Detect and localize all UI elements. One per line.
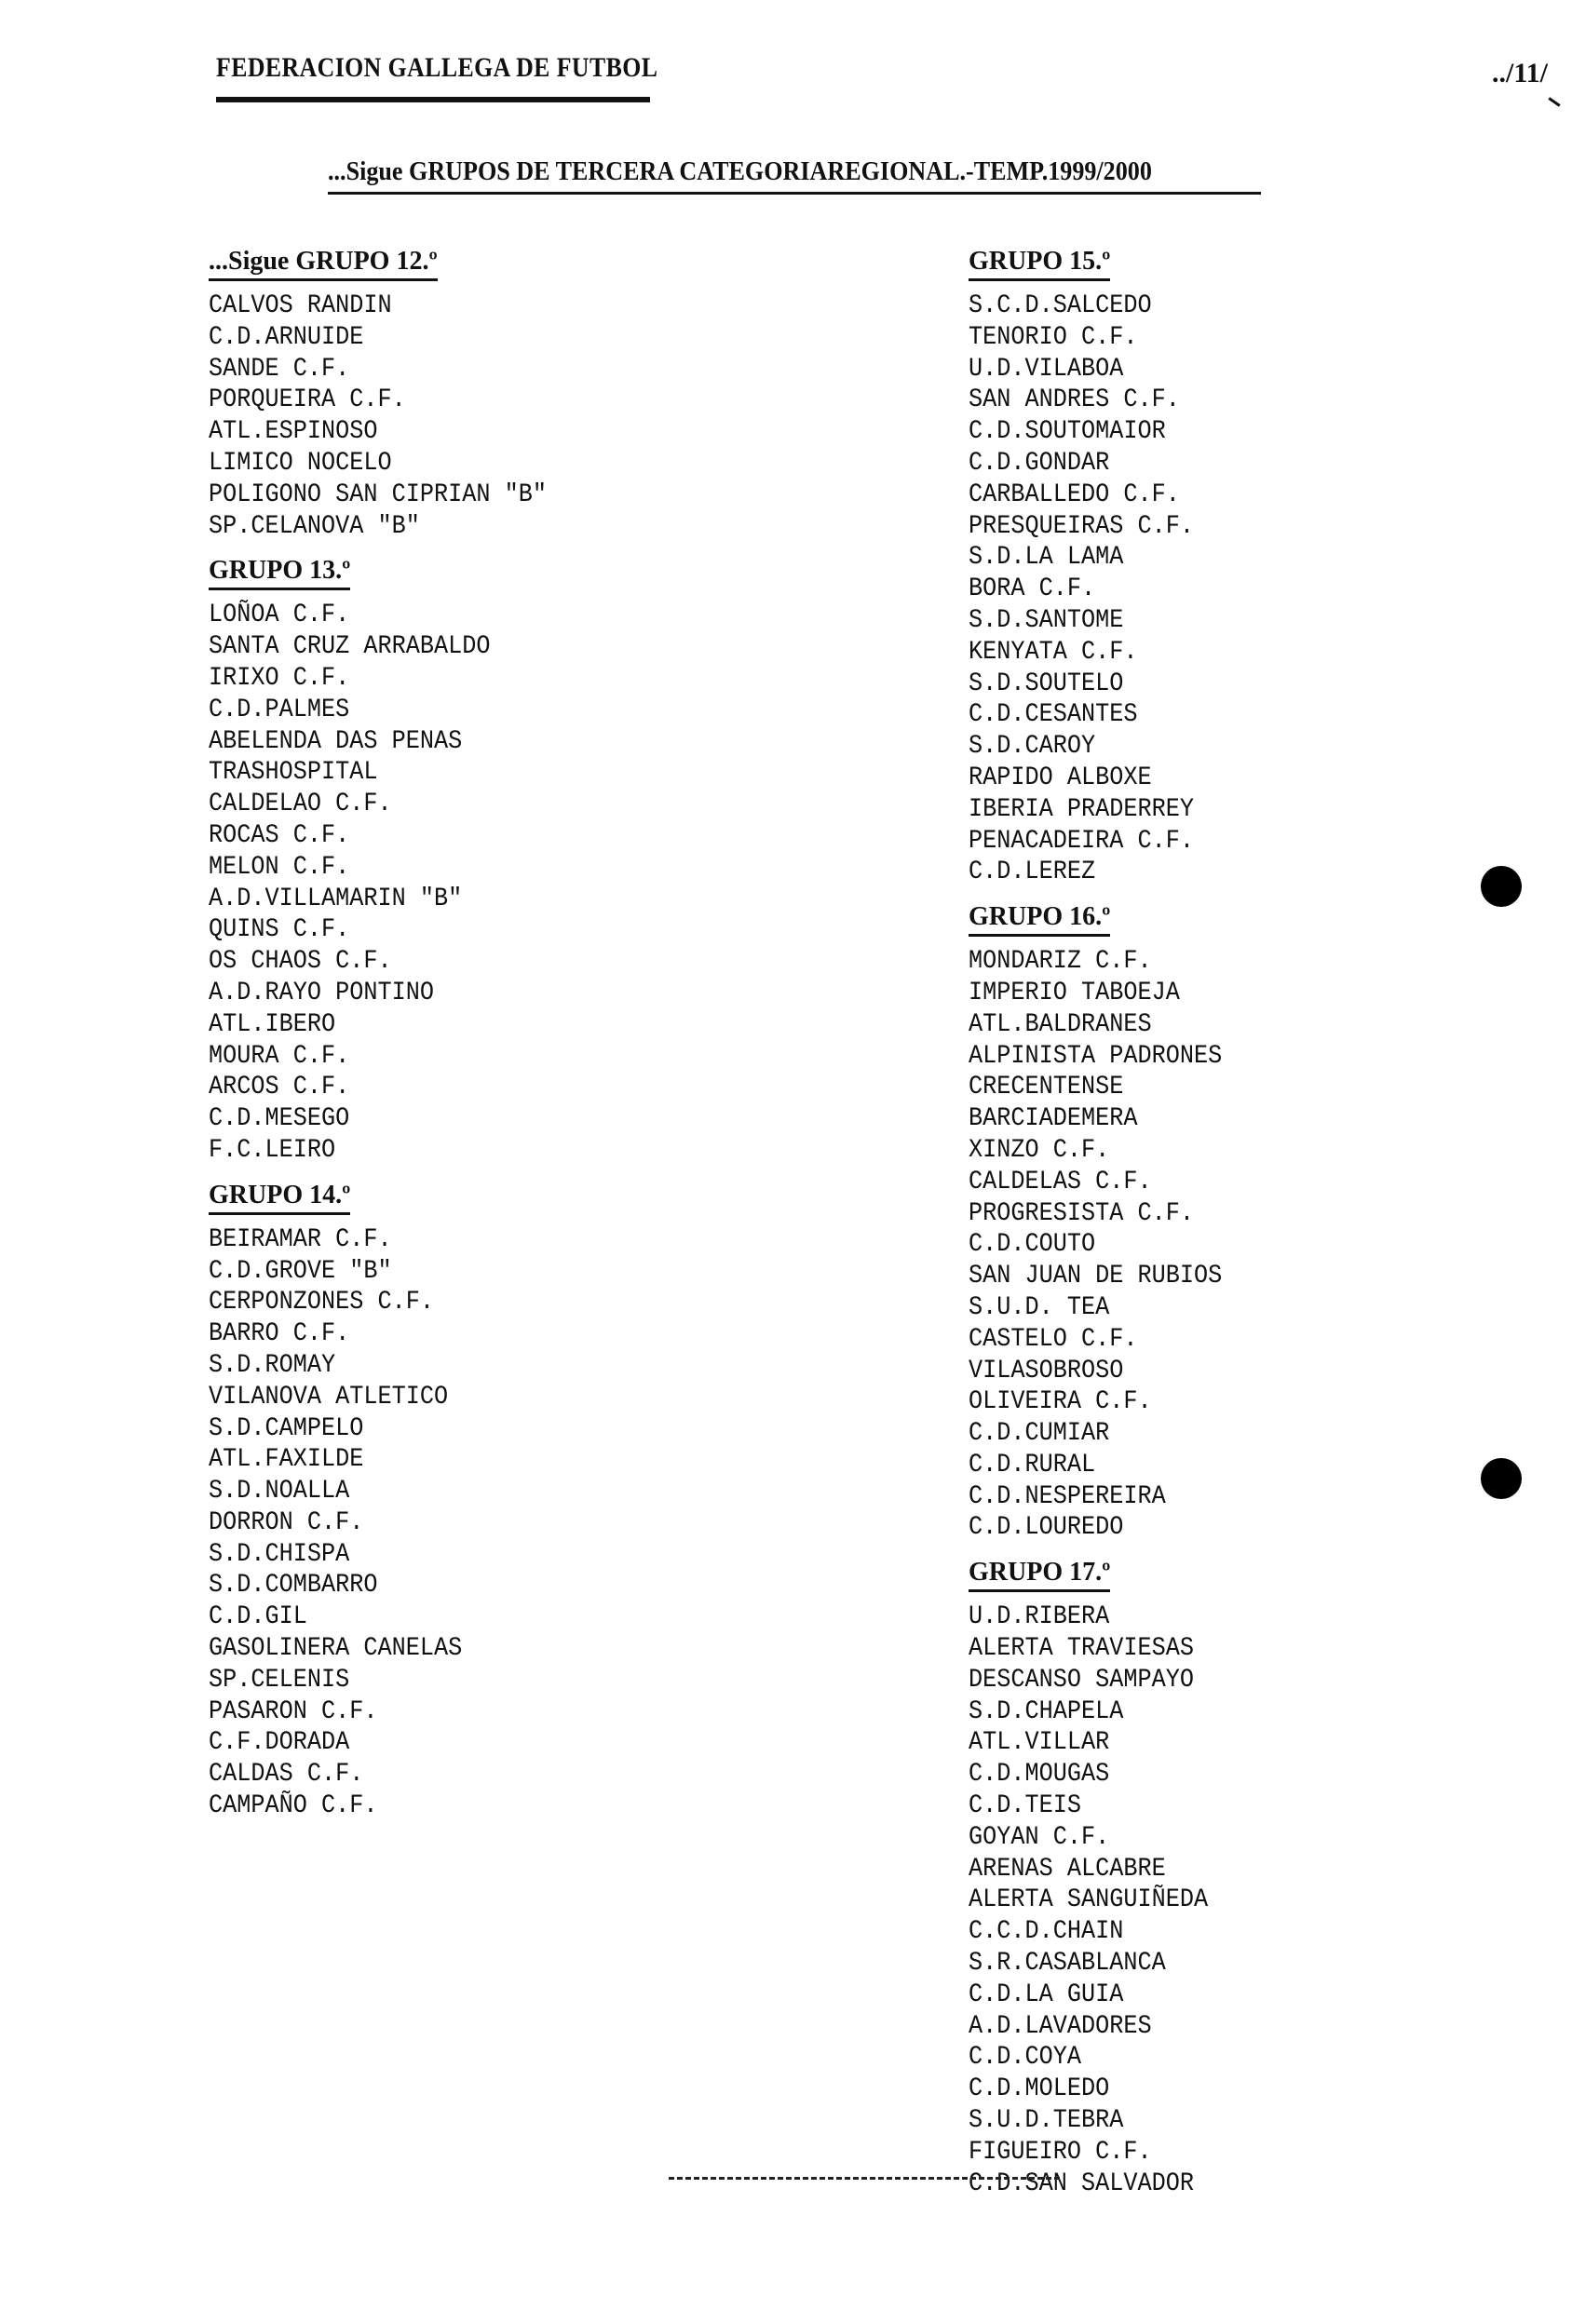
- team-name: MELON C.F.: [209, 852, 350, 882]
- right-column: [969, 246, 1250, 2212]
- team-list: [209, 600, 584, 1166]
- group-title: ...Sigue GRUPO 12.º: [209, 246, 438, 281]
- team-name: ABELENDA DAS PENAS: [209, 726, 463, 756]
- team-name: ROCAS C.F.: [209, 820, 350, 850]
- team-name: IRIXO C.F.: [209, 663, 350, 693]
- team-name: KENYATA C.F.: [969, 637, 1138, 667]
- team-name: DORRON C.F.: [209, 1507, 364, 1537]
- team-name: A.D.LAVADORES: [969, 2011, 1152, 2041]
- team-name: S.D.CAROY: [969, 732, 1096, 762]
- team-name: BORA C.F.: [969, 574, 1096, 604]
- team-name: S.D.SOUTELO: [969, 669, 1124, 698]
- team-name: S.D.ROMAY: [209, 1350, 336, 1380]
- team-name: ALPINISTA PADRONES: [969, 1041, 1223, 1071]
- team-name: CALDELAO C.F.: [209, 790, 392, 819]
- document-title-underline: [328, 192, 1261, 195]
- team-name: ATL.IBERO: [209, 1009, 336, 1039]
- team-name: S.D.CAMPELO: [209, 1413, 364, 1443]
- team-name: C.D.LA GUIA: [969, 1979, 1124, 2009]
- team-name: C.D.COYA: [969, 2043, 1081, 2073]
- team-name: XINZO C.F.: [969, 1135, 1110, 1165]
- team-name: C.D.COUTO: [969, 1230, 1096, 1260]
- team-name: GOYAN C.F.: [969, 1822, 1110, 1852]
- team-name: C.D.CUMIAR: [969, 1419, 1110, 1449]
- team-name: F.C.LEIRO: [209, 1135, 336, 1165]
- team-name: C.D.MESEGO: [209, 1104, 350, 1134]
- team-name: ARCOS C.F.: [209, 1073, 350, 1102]
- group-title: GRUPO 13.º: [209, 555, 350, 590]
- team-name: DESCANSO SAMPAYO: [969, 1665, 1194, 1695]
- team-name: A.D.VILLAMARIN "B": [209, 884, 463, 913]
- team-name: A.D.RAYO PONTINO: [209, 978, 434, 1007]
- team-name: C.D.ARNUIDE: [209, 322, 364, 352]
- left-column: [209, 246, 584, 1835]
- group-section: [969, 246, 1250, 888]
- team-name: CALDELAS C.F.: [969, 1167, 1152, 1196]
- punch-hole: [1481, 1458, 1522, 1499]
- team-name: C.D.GONDAR: [969, 448, 1110, 478]
- team-name: BARCIADEMERA: [969, 1104, 1138, 1134]
- team-name: ALERTA SANGUIÑEDA: [969, 1885, 1209, 1915]
- header-underline: [216, 97, 650, 102]
- team-name: IMPERIO TABOEJA: [969, 978, 1180, 1007]
- team-name: GASOLINERA CANELAS: [209, 1634, 463, 1664]
- team-name: C.D.CESANTES: [969, 700, 1138, 730]
- team-name: CALDAS C.F.: [209, 1760, 364, 1790]
- team-name: S.D.SANTOME: [969, 605, 1124, 635]
- team-name: CERPONZONES C.F.: [209, 1288, 434, 1317]
- team-name: S.R.CASABLANCA: [969, 1949, 1166, 1979]
- team-name: SANDE C.F.: [209, 354, 350, 384]
- team-name: C.D.RURAL: [969, 1450, 1096, 1480]
- team-name: LIMICO NOCELO: [209, 448, 392, 478]
- team-name: C.D.SAN SALVADOR: [969, 2169, 1194, 2198]
- group-section: [209, 246, 584, 542]
- team-list: [969, 1601, 1250, 2199]
- team-name: C.D.MOLEDO: [969, 2074, 1110, 2104]
- team-name: S.D.NOALLA: [209, 1477, 350, 1507]
- team-name: VILASOBROSO: [969, 1356, 1124, 1385]
- document-title: ...Sigue GRUPOS DE TERCERA CATEGORIAREGIONAL.-TEMP.1999/2000: [328, 156, 1152, 186]
- team-name: LOÑOA C.F.: [209, 601, 350, 630]
- team-name: U.D.VILABOA: [969, 354, 1124, 384]
- team-name: C.F.DORADA: [209, 1728, 350, 1758]
- team-name: CASTELO C.F.: [969, 1324, 1138, 1354]
- team-name: MONDARIZ C.F.: [969, 947, 1152, 977]
- group-title: GRUPO 16.º: [969, 901, 1110, 937]
- team-name: C.D.GIL: [209, 1602, 307, 1632]
- end-of-list-dashes: [669, 2177, 1060, 2180]
- corner-mark: [1548, 97, 1560, 106]
- team-name: ATL.BALDRANES: [969, 1009, 1152, 1039]
- team-name: C.D.MOUGAS: [969, 1760, 1110, 1790]
- team-name: PORQUEIRA C.F.: [209, 385, 406, 415]
- team-name: CRECENTENSE: [969, 1073, 1124, 1102]
- team-name: S.D.LA LAMA: [969, 543, 1124, 573]
- team-name: PASARON C.F.: [209, 1696, 378, 1726]
- team-name: ATL.VILLAR: [969, 1728, 1110, 1758]
- team-name: ATL.FAXILDE: [209, 1445, 364, 1475]
- team-name: S.C.D.SALCEDO: [969, 291, 1152, 320]
- team-name: S.U.D.TEBRA: [969, 2106, 1124, 2136]
- page-number: ../11/: [1492, 58, 1549, 88]
- team-name: C.D.LEREZ: [969, 858, 1096, 887]
- team-name: S.D.COMBARRO: [209, 1571, 378, 1601]
- group-title: GRUPO 17.º: [969, 1557, 1110, 1592]
- team-list: [969, 946, 1250, 1544]
- team-name: ARENAS ALCABRE: [969, 1854, 1166, 1884]
- team-name: PENACADEIRA C.F.: [969, 826, 1194, 856]
- team-name: QUINS C.F.: [209, 915, 350, 945]
- team-list: [969, 290, 1250, 888]
- group-section: [209, 555, 584, 1166]
- team-name: S.D.CHAPELA: [969, 1696, 1124, 1726]
- group-section: [969, 1557, 1250, 2199]
- team-name: ALERTA TRAVIESAS: [969, 1634, 1194, 1664]
- team-name: C.D.SOUTOMAIOR: [969, 417, 1166, 447]
- team-name: SANTA CRUZ ARRABALDO: [209, 632, 491, 662]
- team-name: C.D.PALMES: [209, 695, 350, 724]
- team-name: FIGUEIRO C.F.: [969, 2137, 1152, 2167]
- team-name: SAN ANDRES C.F.: [969, 385, 1180, 415]
- team-name: RAPIDO ALBOXE: [969, 763, 1152, 792]
- group-section: [969, 901, 1250, 1544]
- team-name: SP.CELENIS: [209, 1665, 350, 1695]
- team-name: C.D.TEIS: [969, 1791, 1081, 1821]
- team-name: OS CHAOS C.F.: [209, 947, 392, 977]
- team-name: BEIRAMAR C.F.: [209, 1224, 392, 1254]
- team-name: OLIVEIRA C.F.: [969, 1387, 1152, 1417]
- team-name: TRASHOSPITAL: [209, 758, 378, 788]
- team-name: C.C.D.CHAIN: [969, 1917, 1124, 1947]
- team-name: CAMPAÑO C.F.: [209, 1791, 378, 1821]
- team-name: SAN JUAN DE RUBIOS: [969, 1262, 1223, 1291]
- team-name: U.D.RIBERA: [969, 1602, 1110, 1632]
- team-name: C.D.LOUREDO: [969, 1513, 1124, 1543]
- team-list: [209, 290, 584, 542]
- group-section: [209, 1180, 584, 1822]
- team-name: CARBALLEDO C.F.: [969, 480, 1180, 509]
- team-name: MOURA C.F.: [209, 1041, 350, 1071]
- team-list: [209, 1224, 584, 1822]
- organization-header: FEDERACION GALLEGA DE FUTBOL: [216, 52, 658, 83]
- team-name: PRESQUEIRAS C.F.: [969, 511, 1194, 541]
- team-name: C.D.GROVE "B": [209, 1256, 392, 1286]
- team-name: BARRO C.F.: [209, 1319, 350, 1349]
- team-name: SP.CELANOVA "B": [209, 511, 420, 541]
- team-name: TENORIO C.F.: [969, 322, 1138, 352]
- team-name: ATL.ESPINOSO: [209, 417, 378, 447]
- team-name: POLIGONO SAN CIPRIAN "B": [209, 480, 547, 509]
- team-name: PROGRESISTA C.F.: [969, 1198, 1194, 1228]
- team-name: C.D.NESPEREIRA: [969, 1481, 1166, 1511]
- team-name: S.D.CHISPA: [209, 1539, 350, 1569]
- group-title: GRUPO 14.º: [209, 1180, 350, 1215]
- team-name: S.U.D. TEA: [969, 1292, 1110, 1322]
- team-name: IBERIA PRADERREY: [969, 794, 1194, 824]
- group-title: GRUPO 15.º: [969, 246, 1110, 281]
- team-name: VILANOVA ATLETICO: [209, 1382, 449, 1412]
- punch-hole: [1481, 866, 1522, 907]
- team-name: CALVOS RANDIN: [209, 291, 392, 320]
